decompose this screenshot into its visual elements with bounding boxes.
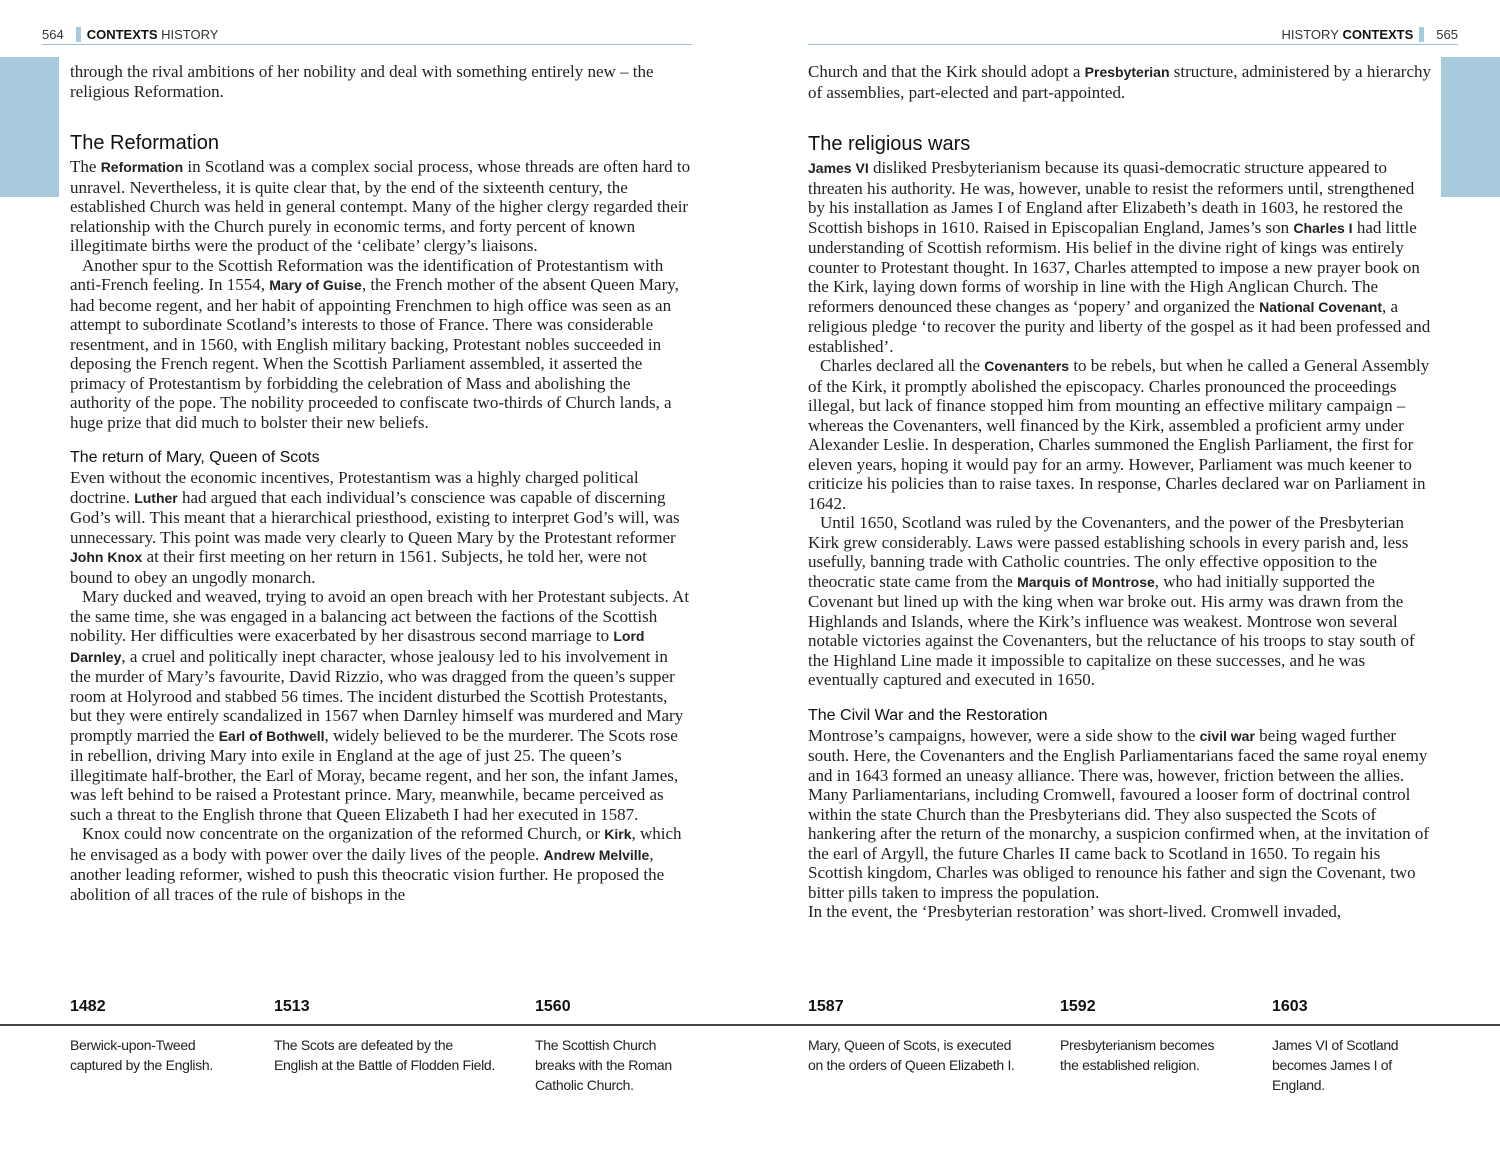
keyword: Mary of Guise [269, 277, 362, 293]
page-number-right: 565 [1436, 27, 1458, 42]
keyword: Covenanters [984, 358, 1070, 374]
keyword: civil war [1199, 727, 1255, 744]
keyword: Charles I [1293, 219, 1353, 236]
running-head-right [808, 25, 1458, 45]
header-section-bold-right: CONTEXTS [1342, 27, 1414, 42]
header-marker-left [76, 27, 81, 42]
timeline-item [274, 995, 499, 1075]
keyword: Lord Darnley [70, 628, 645, 665]
timeline-text: Presbyterianism becomes the established religion. [1060, 1037, 1215, 1073]
timeline-text: Berwick-upon-Tweed captured by the English. [70, 1037, 214, 1073]
paragraph: Knox could now concentrate on the organization of the reformed Church, or Kirk, which he envisaged as a body with power over the daily lives of the people. Andrew Melville, another leading reformer, wished to push this theocratic vision further. He proposed the abolition of all traces of the rule of bishops in the [70, 824, 682, 904]
keyword: John Knox [70, 549, 143, 565]
paragraph: The Reformation in Scotland was a complex social process, whose threads are often hard to unravel. Nevertheless, it is quite clear that, by the end of the sixteenth century, the established Church was held in general contempt. Many of the higher clergy regarded their relationship with the Church purely in economic terms, and forty percent of known illegitimate births were the product of the ‘celibate’ clergy’s liaisons. [70, 157, 691, 255]
section-tab-right [1441, 57, 1500, 197]
paragraph: through the rival ambitions of her nobility and deal with something entirely new – the religious Reformation. [70, 62, 654, 101]
paragraph: Charles declared all the Covenanters to be rebels, but when he called a General Assembly of the Kirk, it promptly abolished the episcopacy. Charles pronounced the proceedings illegal, but lack of finance stopped him from mounting an effective military campaign – whereas the Covenanters, well financed by the Kirk, assembled a proficient army under Alexander Leslie. In desperation, Charles summoned the English Parliament, the first for eleven years, hoping it would pay for an army. However, Parliament was much keener to criticize his policies than to raise taxes. In response, Charles declared war on Parliament in 1642. [808, 356, 1430, 513]
keyword: Earl of Bothwell [218, 727, 325, 744]
heading-religious-wars: The religious wars [808, 133, 971, 155]
timeline-year: 1592 [1060, 998, 1096, 1015]
timeline-item [70, 995, 250, 1075]
paragraph: Another spur to the Scottish Reformation was the identification of Protestantism with anti-French feeling. In 1554, Mary of Guise, the French mother of the absent Queen Mary, had become regent, and her habit of appointing Frenchmen to high office was seen as an attempt to subordinate Scotland’s interests to those of France. There was considerable resentment, and in 1560, with English military backing, Protestant nobles succeeded in deposing the French regent. When the Scottish Parliament assembled, it asserted the primacy of Protestantism by forbidding the celebration of Mass and abolishing the authority of the pope. The nobility proceeded to confiscate two-thirds of Church lands, a huge prize that did much to bolster their new beliefs. [70, 255, 679, 432]
timeline-year: 1482 [70, 998, 106, 1015]
timeline-year: 1560 [535, 998, 571, 1015]
keyword: Presbyterian [1084, 64, 1170, 80]
timeline-item [808, 995, 1018, 1075]
section-tab-left [0, 57, 59, 197]
left-page-body [70, 62, 692, 904]
right-page-body [808, 62, 1432, 922]
heading-return-of-mary: The return of Mary, Queen of Scots [70, 449, 320, 466]
header-marker-right [1419, 27, 1424, 42]
header-section-right: HISTORY [1281, 27, 1339, 42]
timeline-year: 1603 [1272, 998, 1308, 1015]
page-number-left: 564 [42, 27, 64, 42]
timeline-year: 1513 [274, 998, 310, 1015]
paragraph: Until 1650, Scotland was ruled by the Covenanters, and the power of the Presbyterian Kirk grew considerably. Laws were passed establishing schools in every parish and, less usefully, banning trade with Catholic countries. The only effective opposition to the theocratic state came from the Marquis of Montrose, who had initially supported the Covenant but lined up with the king when war broke out. His army was drawn from the Highlands and Islands, where the Kirk’s influence was weakest. Montrose won several notable victories against the Covenanters, but the reluctance of his troops to stay south of the Highland Line made it impossible to capitalize on these successes, and he was eventually captured and executed in 1650. [808, 513, 1415, 689]
heading-reformation: The Reformation [70, 132, 219, 154]
timeline-text: James VI of Scotland becomes James I of England. [1272, 1037, 1399, 1093]
keyword: Reformation [100, 159, 184, 175]
timeline [0, 995, 1500, 1151]
header-section-left: HISTORY [161, 27, 219, 42]
paragraph: Mary ducked and weaved, trying to avoid an open breach with her Protestant subjects. At the same time, she was engaged in a balancing act between the factions of the Scottish nobility. Her difficulties were exacerbated by her disastrous second marriage to Lord Darnley, a cruel and politically inept character, whose jealousy led to his involvement in the murder of Mary’s favourite, David Rizzio, who was dragged from the queen’s supper room at Holyrood and stabbed 56 times. The incident disturbed the Scottish Protestants, but they were entirely scandalized in 1567 when Darnley himself was murdered and Mary promptly married the Earl of Bothwell, widely believed to be the murderer. The Scots rose in rebellion, driving Mary into exile in England at the age of just 25. The queen’s illegitimate half-brother, the Earl of Moray, became regent, and her son, the infant James, was left behind to be raised a Protestant prince. Mary, meanwhile, became perceived as such a threat to the English throne that Queen Elizabeth I had her executed in 1587. [70, 587, 690, 824]
timeline-item [1272, 995, 1402, 1095]
timeline-year: 1587 [808, 998, 844, 1015]
keyword: Luther [134, 489, 178, 506]
timeline-text: Mary, Queen of Scots, is executed on the orders of Queen Elizabeth I. [808, 1037, 1015, 1073]
timeline-item [1060, 995, 1220, 1075]
keyword: James VI [808, 160, 869, 176]
header-section-bold-left: CONTEXTS [86, 27, 158, 42]
paragraph: Even without the economic incentives, Protestantism was a highly charged political doctrine. Luther had argued that each individual’s conscience was capable of discerning God’s will. This meant that a hierarchical priesthood, existing to interpret God’s will, was unnecessary. This point was made very clearly to Queen Mary by the Protestant reformer John Knox at their first meeting on her return in 1561. Subjects, he told her, were not bound to obey an ungodly monarch. [70, 468, 680, 587]
paragraph: James VI disliked Presbyterianism because its quasi-democratic structure appeared to threaten his authority. He was, however, unable to resist the reformers until, strengthened by his installation as James I of England after Elizabeth’s death in 1603, he restored the Scottish bishops in 1610. Raised in Episcopalian England, James’s son Charles I had little understanding of Scottish reformism. His belief in the divine right of kings was entirely counter to Protestant thought. In 1637, Charles attempted to impose a new prayer book on the Kirk, laying down forms of worship in line with the High Anglican Church. The reformers denounced these changes as ‘popery’ and organized the National Covenant, a religious pledge ‘to recover the purity and liberty of the gospel as it had been professed and established’. [808, 158, 1431, 356]
paragraph: Montrose’s campaigns, however, were a side show to the civil war being waged further south. Here, the Covenanters and the English Parliamentarians faced the same royal enemy and in 1643 formed an uneasy alliance. There was, however, friction between the allies. Many Parliamentarians, including Cromwell, favoured a looser form of doctrinal control within the state Church than the Presbyterians did. They also suspected the Scots of hankering after the return of the monarchy, a suspicion confirmed when, at the invitation of the earl of Argyll, the future Charles II came back to Scotland in 1650. To regain his Scottish kingdom, Charles was obliged to renounce his father and sign the Covenant, two bitter pills taken to impress the population. [808, 725, 1430, 902]
timeline-text: The Scots are defeated by the English at the Battle of Flodden Field. [274, 1037, 495, 1073]
keyword: National Covenant [1259, 298, 1383, 315]
timeline-item [535, 995, 695, 1095]
timeline-text: The Scottish Church breaks with the Roman Catholic Church. [535, 1037, 672, 1093]
keyword: Marquis of Montrose [1017, 573, 1155, 590]
running-head-left [42, 25, 692, 45]
paragraph: Church and that the Kirk should adopt a Presbyterian structure, administered by a hierarchy of assemblies, part-elected and part-appointed. [808, 62, 1432, 102]
paragraph: In the event, the ‘Presbyterian restoration’ was short-lived. Cromwell invaded, [808, 902, 1342, 921]
keyword: Andrew Melville [543, 846, 650, 863]
heading-civil-war: The Civil War and the Restoration [808, 706, 1048, 724]
keyword: Kirk [604, 826, 632, 842]
